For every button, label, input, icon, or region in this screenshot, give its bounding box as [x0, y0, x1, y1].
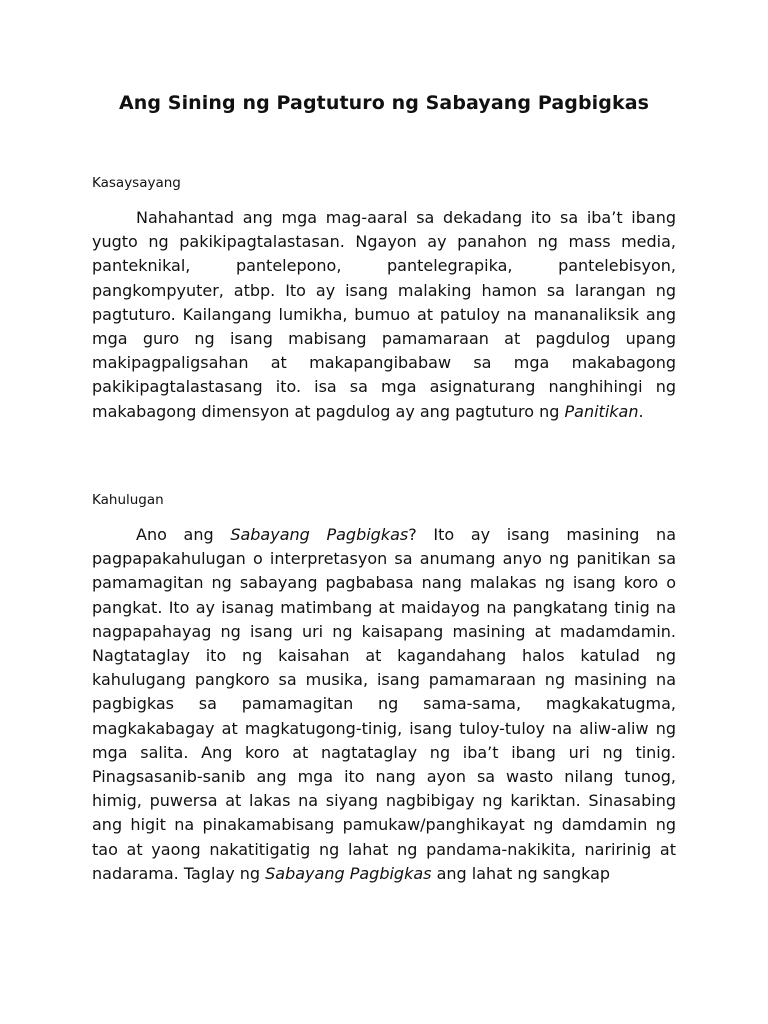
paragraph-text: Ano ang — [136, 525, 231, 544]
paragraph-italic-text: Sabayang Pagbigkas — [265, 863, 432, 883]
section-paragraph-kahulugan — [92, 523, 676, 886]
section-heading-kasaysayang: Kasaysayang — [92, 175, 181, 191]
paragraph-text: Nahahantad ang mga mag-aaral sa dekadang ito sa iba’t ibang yugto ng pakikipagtalastasan. Ngayon ay panahon ng mass media, panteknikal, pantelepono, pantelegrapika, pantelebisyon, pangkompyuter, atbp. Ito ay isang malaking hamon sa larangan ng pagtuturo. Kailangang lumikha, bumuo at patuloy na mananaliksik ang mga guro ng isang mabisang pamamaraan at pagdulog upang makipagpaligsahan at makapangibabaw sa mga makabagong pakikipagtalastasang ito. isa sa mga asignaturang nanghihingi ng makabagong dimensyon at pagdulog ay ang pagtuturo ng — [92, 208, 676, 421]
paragraph-text: ang lahat ng sangkap — [431, 863, 611, 883]
paragraph-italic-text: Panitikan — [564, 401, 639, 421]
paragraph-italic-text: Sabayang Pagbigkas — [230, 525, 409, 544]
document-title: Ang Sining ng Pagtuturo ng Sabayang Pagbigkas — [118, 92, 650, 114]
section-paragraph-kasaysayang — [92, 206, 676, 424]
paragraph-text: . — [638, 401, 644, 421]
paragraph-text: ? Ito ay isang masining na pagpapakahulugan o interpretasyon sa anumang anyo ng panitikan sa pamamagitan ng sabayang pagbabasa nang malakas ng isang koro o pangkat. Ito ay isanag matimbang at maidayog na pangkatang tinig na nagpapahayag ng isang uri ng kaisapang masining at madamdamin. Nagtataglay ito ng kaisahan at kagandahang halos katulad ng kahulugang pangkoro sa musika, isang pamamaraan ng masining na pagbigkas sa pamamagitan ng sama-sama, magkakatugma, magkakabagay at magkatugong-tinig, isang tuloy-tuloy na aliw-aliw ng mga salita. Ang koro at nagtataglay ng iba’t ibang uri ng tinig. Pinagsasanib-sanib ang mga ito nang ayon sa wasto nilang tunog, himig, puwersa at lakas na siyang nagbibigay ng kariktan. Sinasabing ang higit na pinakamabisang pamukaw/panghikayat ng damdamin ng tao at yaong nakatitigatig ng lahat ng pandama-nakikita, naririnig at nadarama. Taglay ng — [92, 525, 676, 883]
section-heading-kahulugan: Kahulugan — [92, 492, 164, 508]
